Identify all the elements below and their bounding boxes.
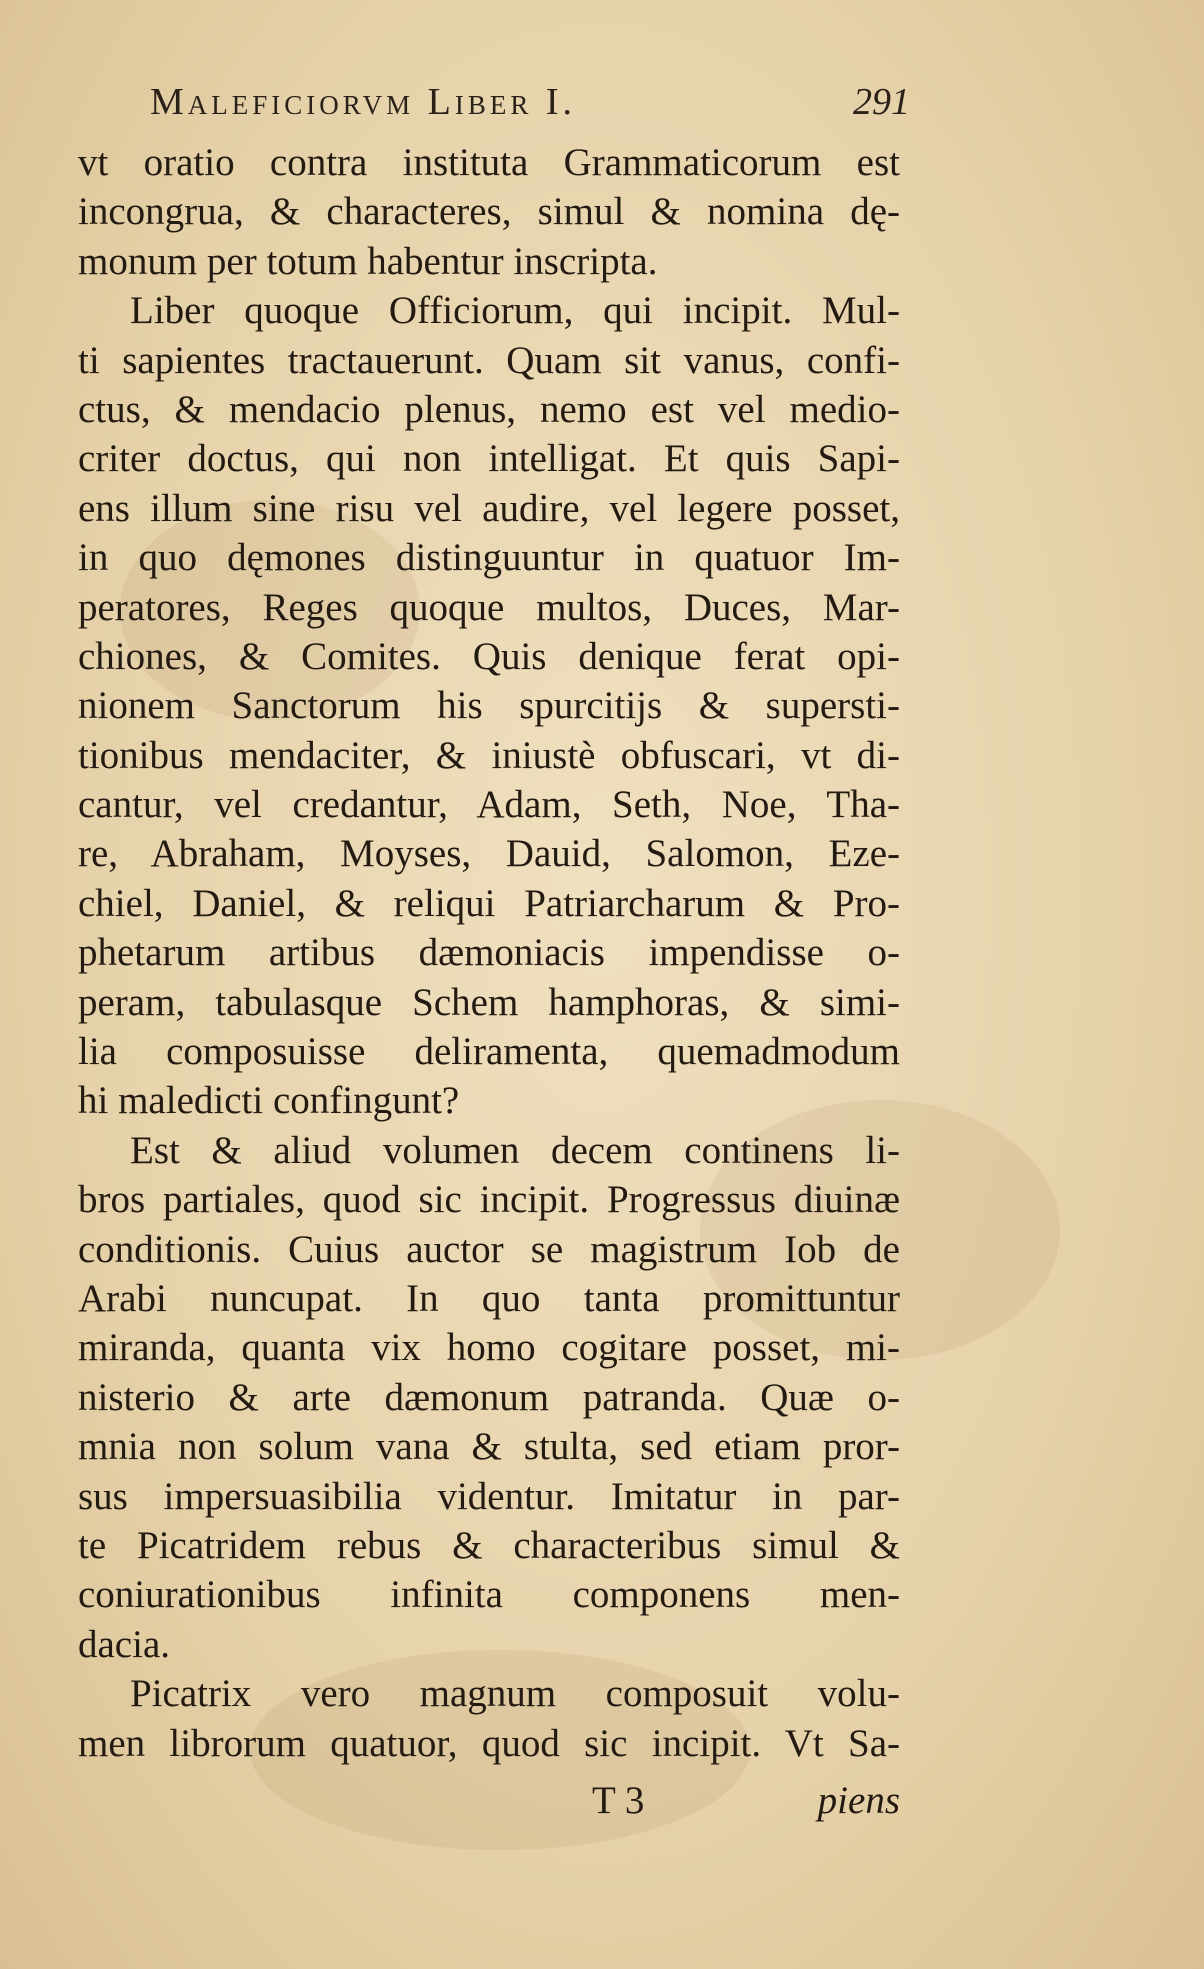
- text-line: mnia non solum vana & stulta, sed etiam pror-: [78, 1425, 900, 1469]
- text-line: ti sapientes tractauerunt. Quam sit vanus, confi-: [78, 338, 900, 382]
- text-line: nisterio & arte dæmonum patranda. Quæ o-: [78, 1375, 900, 1419]
- text-line: Arabi nuncupat. In quo tanta promittuntur: [78, 1276, 900, 1320]
- text-line: peratores, Reges quoque multos, Duces, Mar-: [78, 585, 900, 629]
- text-line: incongrua, & characteres, simul & nomina dę-: [78, 190, 900, 234]
- text-line: chiones, & Comites. Quis denique ferat opi-: [78, 634, 900, 678]
- text-line: criter doctus, qui non intelligat. Et quis Sapi-: [78, 437, 900, 481]
- text-line: nionem Sanctorum his spurcitijs & supersti-: [78, 684, 900, 728]
- text-line: bros partiales, quod sic incipit. Progressus diuinæ: [78, 1178, 900, 1222]
- text-line: ctus, & mendacio plenus, nemo est vel medio-: [78, 387, 900, 431]
- text-line: conditionis. Cuius auctor se magistrum Iob de: [78, 1227, 900, 1271]
- text-line: lia composuisse deliramenta, quemadmodum: [78, 1030, 900, 1074]
- text-line: Est & aliud volumen decem continens li-: [130, 1128, 900, 1172]
- catchword: piens: [817, 1779, 900, 1822]
- text-line: monum per totum habentur inscripta.: [78, 239, 658, 283]
- text-line: dacia.: [78, 1622, 171, 1666]
- text-line: ens illum sine risu vel audire, vel legere posset,: [78, 486, 900, 530]
- text-line: tionibus mendaciter, & iniustè obfuscari, vt di-: [78, 733, 900, 777]
- text-line: Picatrix vero magnum composuit volu-: [130, 1672, 900, 1716]
- text-line: re, Abraham, Moyses, Dauid, Salomon, Eze-: [78, 832, 900, 876]
- page-footer: [80, 1778, 900, 1828]
- text-line: coniurationibus infinita componens men-: [78, 1573, 900, 1617]
- text-line: te Picatridem rebus & characteribus simul &: [78, 1523, 900, 1567]
- text-line: cantur, vel credantur, Adam, Seth, Noe, Tha-: [78, 783, 900, 827]
- running-head: [150, 80, 910, 130]
- body-text: [70, 138, 900, 1768]
- page-number: 291: [853, 81, 910, 123]
- text-line: hi maledicti confingunt?: [78, 1079, 460, 1123]
- text-line: vt oratio contra instituta Grammaticorum est: [78, 141, 900, 184]
- signature-mark: T 3: [592, 1779, 645, 1822]
- text-line: men librorum quatuor, quod sic incipit. Vt Sa-: [78, 1721, 900, 1765]
- text-line: peram, tabulasque Schem hamphoras, & simi-: [78, 980, 900, 1024]
- text-line: miranda, quanta vix homo cogitare posset, mi-: [78, 1326, 900, 1370]
- text-line: sus impersuasibilia videntur. Imitatur in par-: [78, 1474, 900, 1518]
- text-line: in quo dęmones distinguuntur in quatuor Im-: [78, 536, 900, 580]
- text-line: phetarum artibus dæmoniacis impendisse o-: [78, 931, 900, 975]
- text-line: Liber quoque Officiorum, qui incipit. Mul-: [130, 289, 900, 333]
- text-line: chiel, Daniel, & reliqui Patriarcharum & Pro-: [78, 881, 900, 925]
- running-head-title: Maleficiorvm Liber I.: [150, 81, 576, 123]
